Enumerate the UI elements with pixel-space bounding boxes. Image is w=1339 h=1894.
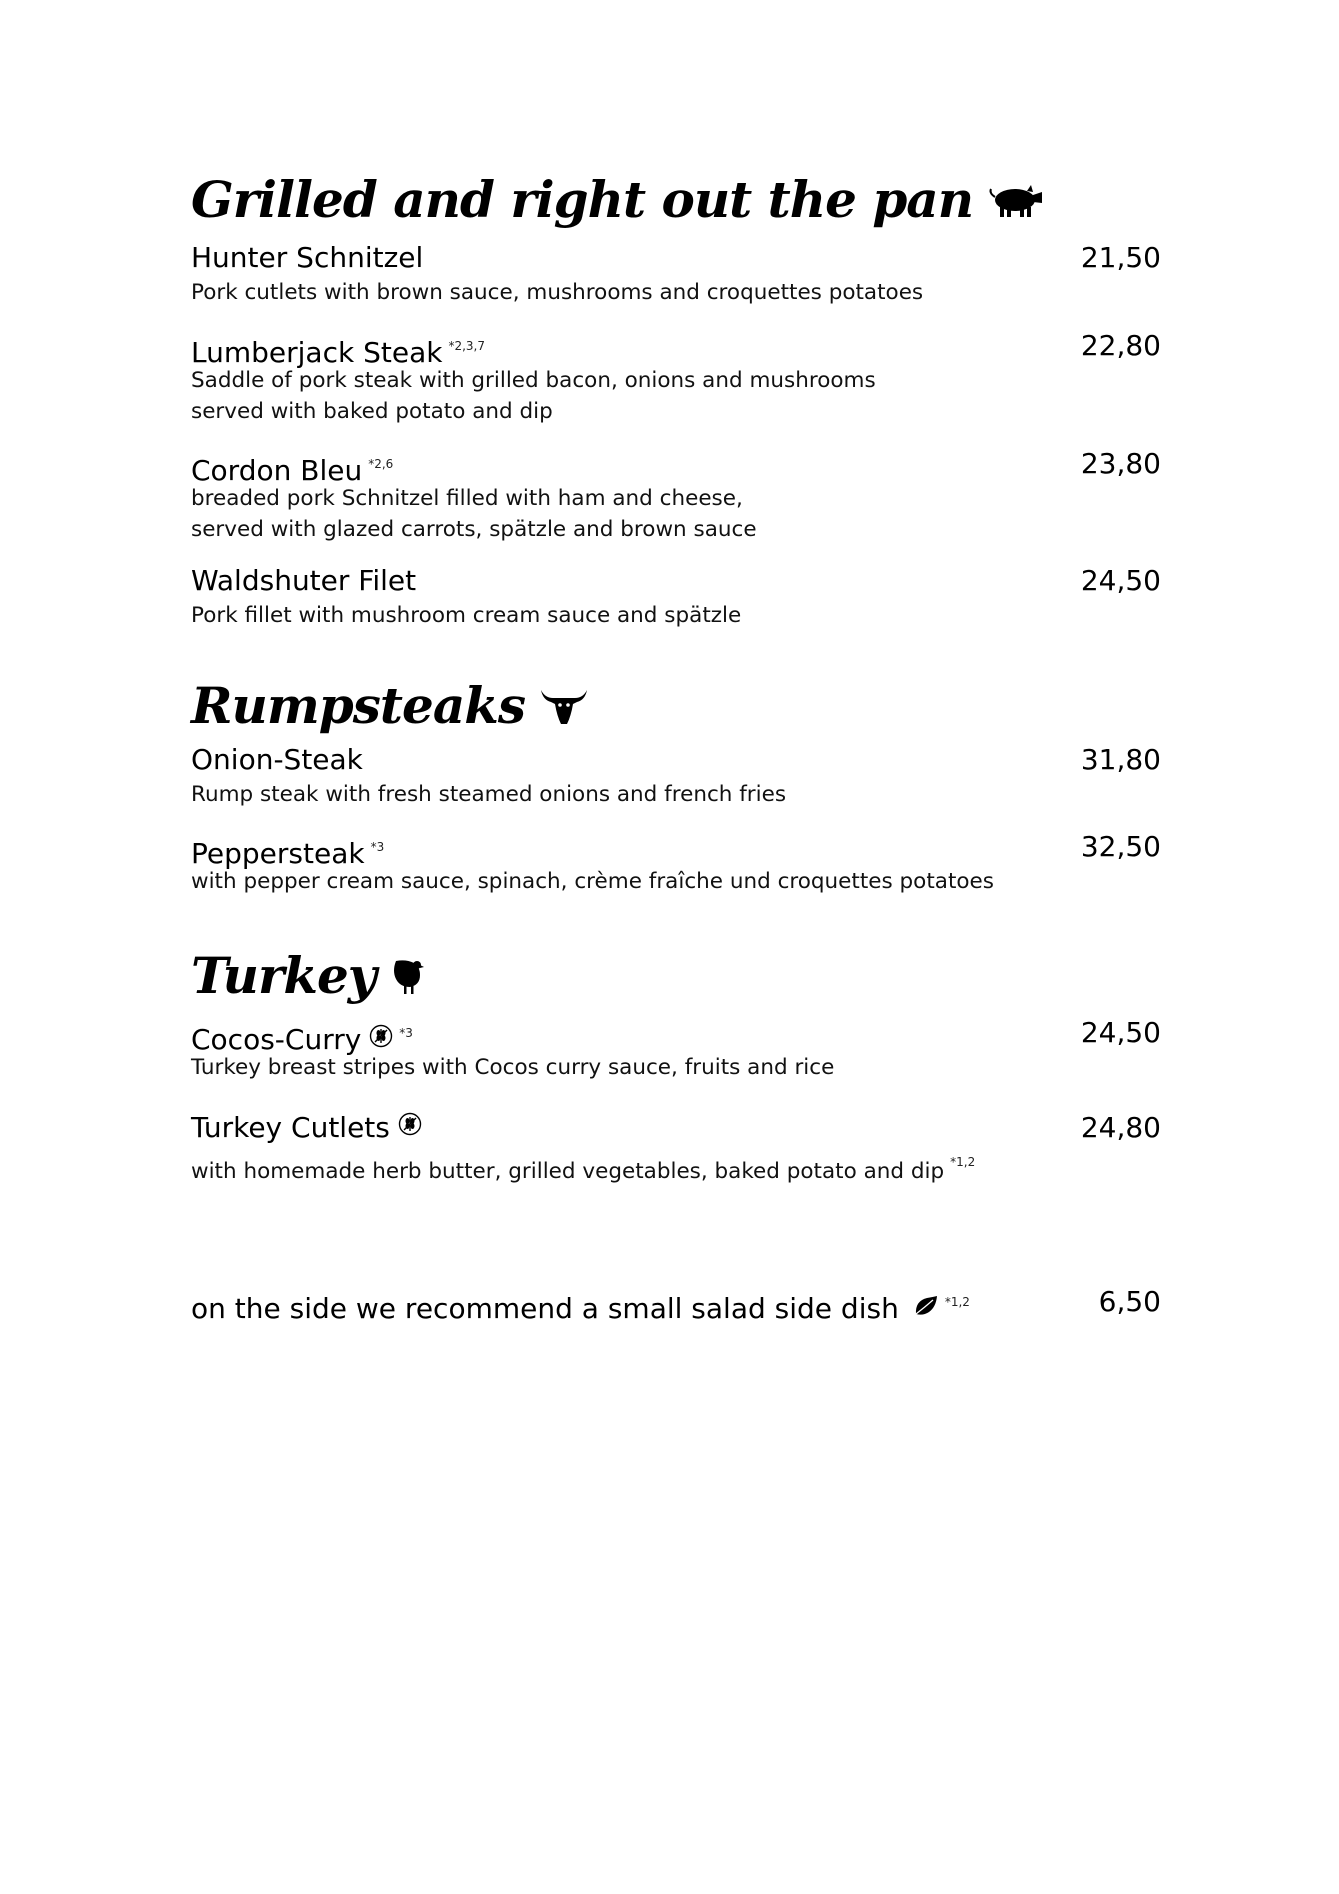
section-title-text: Turkey — [191, 946, 376, 1005]
bull-icon — [539, 686, 589, 726]
item-name: Cocos-Curry $^{*3}$ — [191, 1023, 413, 1056]
leaf-icon — [913, 1295, 939, 1317]
side-dish-text: on the side we recommend a small salad side dish $^{*1,2}$ — [191, 1292, 970, 1325]
section-title-text: Grilled and right out the pan — [191, 170, 974, 229]
item-description: Turkey breast stripes with Cocos curry sauce, fruits and rice — [191, 1055, 835, 1080]
allergen-note: *1,2 — [950, 1155, 976, 1169]
section-title-grilled — [191, 170, 1043, 230]
item-price: 32,50 — [1080, 830, 1161, 863]
item-price: 24,50 — [1080, 564, 1161, 597]
allergen-note: *2,3,7 — [448, 339, 485, 353]
menu-item-waldshuter-filet — [191, 562, 1161, 631]
allergen-note: *3 — [399, 1026, 413, 1040]
item-name: Turkey Cutlets — [191, 1111, 422, 1144]
item-price: 24,80 — [1080, 1111, 1161, 1144]
gluten-free-icon — [369, 1024, 393, 1048]
menu-item-cocos-curry — [191, 1014, 1161, 1083]
section-title-text: Rumpsteaks — [191, 676, 526, 735]
gluten-free-icon — [398, 1112, 422, 1136]
allergen-note: *1,2 — [944, 1295, 970, 1309]
item-name: Cordon Bleu $^{*2,6}$ — [191, 454, 394, 487]
item-price: 24,50 — [1080, 1016, 1161, 1049]
allergen-note: *2,6 — [368, 457, 394, 471]
item-price: 22,80 — [1080, 329, 1161, 362]
turkey-icon — [390, 957, 424, 995]
item-name: Hunter Schnitzel — [191, 241, 424, 274]
item-description: with homemade herb butter, grilled vegetables, baked potato and dip $^{*1,2}$ — [191, 1155, 976, 1184]
item-description: breaded pork Schnitzel filled with ham and cheese, served with glazed carrots, spätzle and brown sauce — [191, 486, 757, 542]
section-title-rumpsteaks — [191, 676, 589, 736]
item-description: Pork fillet with mushroom cream sauce and spätzle — [191, 603, 742, 628]
item-description: Saddle of pork steak with grilled bacon, onions and mushrooms served with baked potato and dip — [191, 368, 876, 424]
item-name: Lumberjack Steak $^{*2,3,7}$ — [191, 336, 485, 369]
item-price: 31,80 — [1080, 743, 1161, 776]
menu-item-lumberjack-steak — [191, 327, 1161, 427]
item-price: 23,80 — [1080, 447, 1161, 480]
allergen-note: *3 — [370, 840, 385, 854]
item-price: 21,50 — [1080, 241, 1161, 274]
item-name: Peppersteak $^{*3}$ — [191, 837, 385, 870]
pig-icon — [987, 183, 1043, 217]
section-title-turkey — [191, 946, 424, 1006]
menu-item-hunter-schnitzel — [191, 239, 1161, 308]
item-description: Pork cutlets with brown sauce, mushrooms and croquettes potatoes — [191, 280, 924, 305]
item-name: Waldshuter Filet — [191, 564, 417, 597]
item-description: Rump steak with fresh steamed onions and french fries — [191, 782, 787, 807]
item-description: with pepper cream sauce, spinach, crème fraîche und croquettes potatoes — [191, 869, 994, 894]
menu-item-turkey-cutlets — [191, 1109, 1161, 1187]
side-dish-price: 6,50 — [1098, 1285, 1161, 1318]
menu-item-cordon-bleu — [191, 445, 1161, 545]
item-name: Onion-Steak — [191, 743, 363, 776]
menu-item-peppersteak — [191, 828, 1161, 897]
side-dish-recommendation — [191, 1282, 1161, 1325]
menu-item-onion-steak — [191, 741, 1161, 810]
